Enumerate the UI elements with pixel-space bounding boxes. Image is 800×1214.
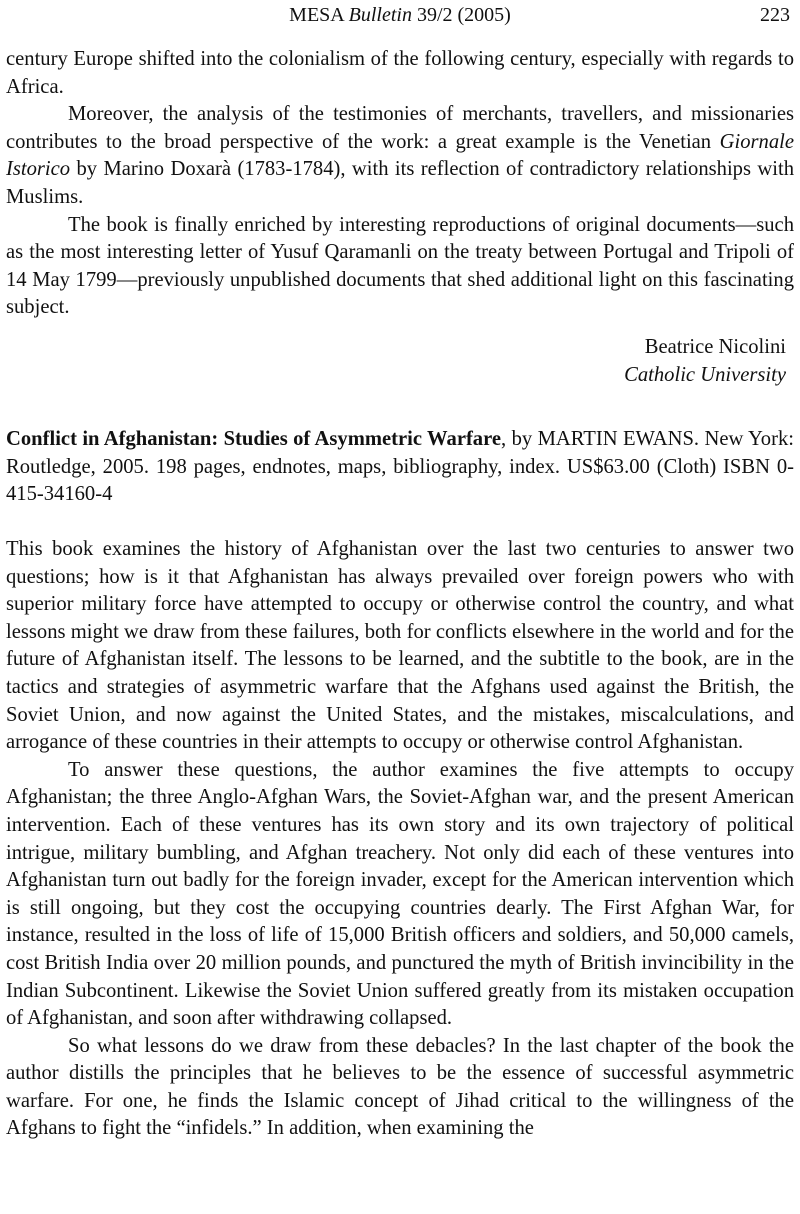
review-1-reviewer-affiliation: Catholic University [624,364,786,386]
page-number: 223 [760,4,790,26]
review-2-book-title: Conflict in Afghanistan: Studies of Asymmetric Warfare [6,428,502,450]
review-1-paragraph-1: century Europe shifted into the colonialism of the following century, especially with regards to Africa. [6,48,794,98]
review-1-cited-title: Giornale Istorico [6,130,794,181]
review-2-publication-details: New York: Routledge, 2005. 198 pages, endnotes, maps, bibliography, index. US$63.00 (Cloth) ISBN 0-415-34160-4 [6,428,794,506]
review-1-paragraph-2 [6,101,794,211]
review-1-reviewer-name: Beatrice Nicolini [644,336,786,358]
journal-bulletin: Bulletin [348,4,412,26]
journal-issue: 39/2 (2005) [416,4,511,26]
journal-name: MESA [289,4,344,26]
review-1-body [6,46,794,322]
running-header [0,2,800,28]
review-2-author: , by MARTIN EWANS. [501,428,700,450]
journal-title [0,2,800,30]
review-2-paragraph-2: To answer these questions, the author examines the five attempts to occupy Afghanistan; the three Anglo-Afghan Wars, the Soviet-Afghan war, and the present American intervention. Each of these ventures has its own story and its own trajectory of political intrigue, military bumbling, and Afghan treachery. Not only did each of these ventures into Afghanistan turn out badly for the foreign invader, except for the American intervention which is still ongoing, but they cost the occupying countries dearly. The First Afghan War, for instance, resulted in the loss of life of 15,000 British officers and soldiers, and 50,000 camels, cost British India over 20 million pounds, and punctured the myth of British invincibility in the Indian Subcontinent. Likewise the Soviet Union suffered greatly from its mistaken occupation of Afghanistan, and soon after withdrawing collapsed. [6,758,794,1030]
review-1-paragraph-3: The book is finally enriched by interesting reproductions of original documents—such as the most interesting letter of Yusuf Qaramanli on the treaty between Portugal and Tripoli of 14 May 1799—previously unpublished documents that shed additional light on this fascinating subject. [6,213,794,319]
review-2-citation [6,426,794,509]
review-2-body [6,536,794,1143]
review-2-paragraph-1: This book examines the history of Afghanistan over the last two centuries to answer two questions; how is it that Afghanistan has always prevailed over foreign powers who with superior military force have attempted to occupy or otherwise control the country, and what lessons might we draw from these failures, both for conflicts elsewhere in the world and for the future of Afghanistan itself. The lessons to be learned, and the subtitle to the book, are in the tactics and strategies of asymmetric warfare that the Afghans used against the British, the Soviet Union, and now against the United States, and the mistakes, miscalculations, and arrogance of these countries in their attempts to occupy or otherwise control Afghanistan. [6,538,794,754]
review-2-paragraph-3: So what lessons do we draw from these debacles? In the last chapter of the book the author distills the principles that he believes to be the essence of successful asymmetric warfare. For one, he finds the Islamic concept of Jihad critical to the willingness of the Afghans to fight the “infidels.” In addition, when examining the [6,1034,794,1140]
review-1-paragraph-2-start: Moreover, the analysis of the testimonies of merchants, travellers, and missionaries contributes to the broad perspective of the work: a great example is the Venetian [6,103,794,153]
review-2-title-line [6,426,794,509]
review-1-paragraph-2-end: by Marino Doxarà (1783-1784), with its reflection of contradictory relationships with Muslims. [6,158,794,208]
